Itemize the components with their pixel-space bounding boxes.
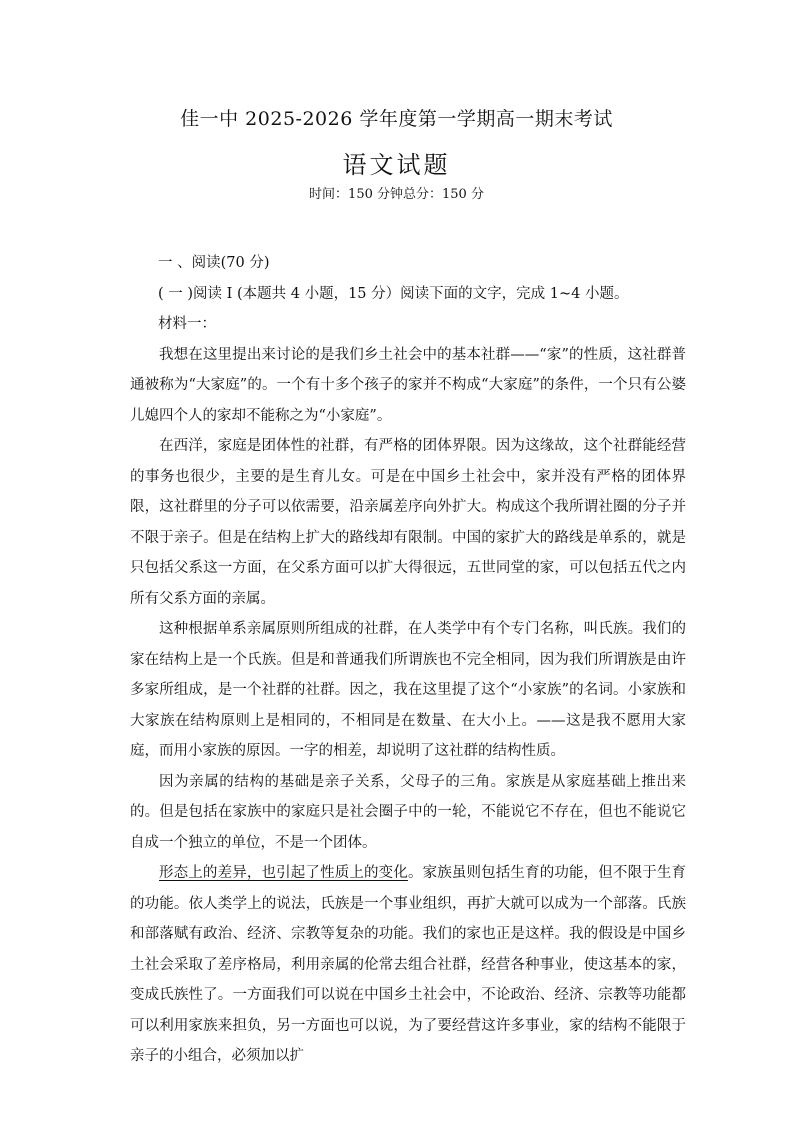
subject-title: 语文试题 (342, 151, 451, 179)
reading-section (130, 248, 686, 1072)
paragraph-4: 因为亲属的结构的基础是亲子关系，父母子的三角。家族是从家庭基础上推出来的。但是包括在家族中的家庭只是社会圈子中的一轮，不能说它不存在，但也不能说它自成一个独立的单位，不是一个团体。 (130, 773, 686, 851)
paragraph-1: 我想在这里提出来讨论的是我们乡土社会中的基本社群——“家”的性质，这社群普通被称为“大家庭”的。一个有十多个孩子的家并不构成“大家庭”的条件，一个只有公婆儿媳四个人的家却不能称之为“小家庭”。 (130, 346, 686, 424)
paragraph-3: 这种根据单系亲属原则所组成的社群，在人类学中有个专门名称，叫氏族。我们的家在结构上是一个氏族。但是和普通我们所谓族也不完全相同，因为我们所谓族是由许多家所组成，是一个社群的社群。因之，我在这里提了这个“小家族”的名词。小家族和大家族在结构原则上是相同的，不相同是在数量、在大小上。——这是我不愿用大家庭，而用小家族的原因。一字的相差，却说明了这社群的结构性质。 (130, 621, 686, 759)
section-subheading: ( 一 )阅读 I (本题共 4 小题，15 分）阅读下面的文字，完成 1~4 小题。 (158, 285, 629, 302)
paragraph-2: 在西洋，家庭是团体性的社群，有严格的团体界限。因为这缘故，这个社群能经营的事务也很少，主要的是生育儿女。可是在中国乡土社会中，家并没有严格的团体界限，这社群里的分子可以依需要，沿亲属差序向外扩大。构成这个我所谓社圈的分子并不限于亲子。但是在结构上扩大的路线却有限制。中国的家扩大的路线是单系的，就是只包括父系这一方面，在父系方面可以扩大得很远，五世同堂的家，可以包括五代之内所有父系方面的亲属。 (130, 438, 686, 607)
material-label: 材料一： (158, 316, 216, 332)
paragraph-5-text: 。家族虽则包括生育的功能，但不限于生育的功能。依人类学上的说法，氏族是一个事业组织，再扩大就可以成为一个部落。氏族和部落赋有政治、经济、宗教等复杂的功能。我们的家也正是这样。我的假设是中国乡土社会采取了差序格局，利用亲属的伦常去组合社群，经营各种事业，使这基本的家，变成氏族性了。一方面我们可以说在中国乡土社会中，不论政治、经济、宗教等功能都可以利用家族来担负，另一方面也可以说，为了要经营这许多事业，家的结构不能限于亲子的小组合，必须加以扩 (130, 865, 687, 1064)
section-heading: 一 、阅读(70 分) (158, 255, 270, 271)
underlined-sentence: 形态上的差异，也引起了性质上的变化 (159, 865, 408, 881)
exam-title: 佳一中 2025-2026 学年度第一学期高一期末考试 (180, 108, 613, 130)
exam-time-and-score: 时间：150 分钟总分：150 分 (309, 187, 484, 202)
paragraph-5 (130, 858, 686, 1072)
